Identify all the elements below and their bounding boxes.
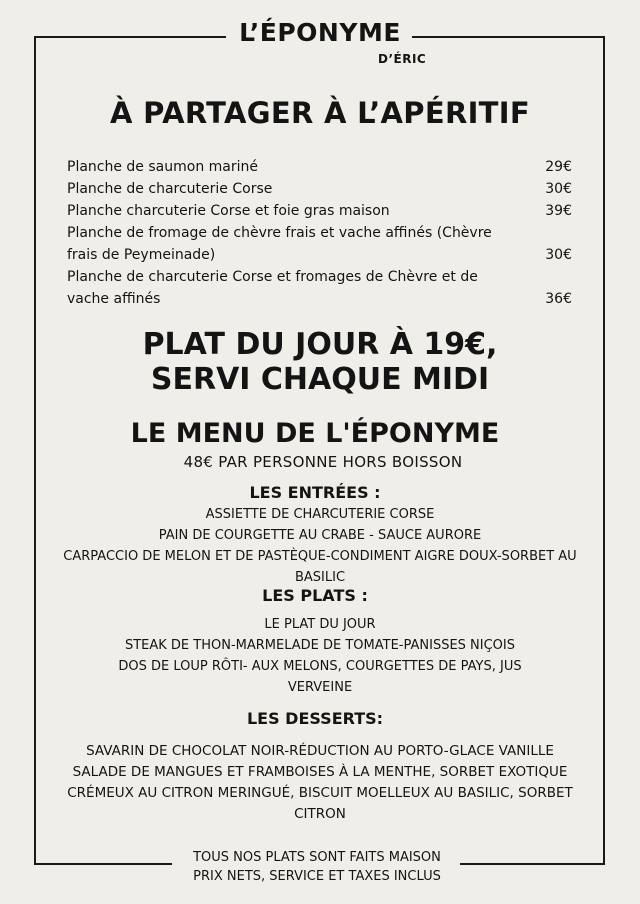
brand-subtitle: D’ÉRIC [378, 52, 427, 66]
aperitif-item-price: 30€ [545, 247, 572, 263]
brand-title: L’ÉPONYME [239, 18, 401, 47]
aperitif-item-price: 39€ [545, 203, 572, 219]
desserts-list [55, 741, 585, 825]
desserts-heading: LES DESSERTS: [246, 709, 384, 728]
plat-du-jour-heading [0, 327, 640, 397]
footer-note [0, 848, 634, 886]
aperitif-item-name: Planche de charcuterie Corse et fromages de Chèvre et de vache affinés [67, 269, 478, 307]
footer-line2: PRIX NETS, SERVICE ET TAXES INCLUS [193, 869, 441, 884]
aperitif-item [67, 222, 572, 266]
aperitif-item [67, 178, 572, 200]
entree-item: CARPACCIO DE MELON ET DE PASTÈQUE-CONDIMENT AIGRE DOUX-SORBET AU BASILIC [63, 549, 577, 585]
aperitif-item-price: 36€ [545, 291, 572, 307]
aperitif-item [67, 266, 572, 310]
plat-du-jour-line1: PLAT DU JOUR À 19€, [142, 327, 498, 362]
plats-list [85, 614, 555, 698]
aperitif-heading: À PARTAGER À L’APÉRITIF [110, 96, 530, 130]
dessert-item: CRÉMEUX AU CITRON MERINGUÉ, BISCUIT MOELLEUX AU BASILIC, SORBET CITRON [67, 785, 573, 822]
menu-heading: LE MENU DE L'ÉPONYME [130, 418, 500, 449]
plat-item: STEAK DE THON-MARMELADE DE TOMATE-PANISSES NIÇOIS [124, 638, 516, 653]
aperitif-list [67, 156, 572, 310]
aperitif-item-name: Planche charcuterie Corse et foie gras maison [67, 203, 390, 219]
aperitif-item [67, 156, 572, 178]
entree-item: PAIN DE COURGETTE AU CRABE - SAUCE AURORE [158, 528, 482, 543]
dessert-item: SALADE DE MANGUES ET FRAMBOISES À LA MENTHE, SORBET EXOTIQUE [72, 764, 568, 780]
entrees-heading: LES ENTRÉES : [249, 483, 381, 502]
aperitif-item [67, 200, 572, 222]
plats-heading: LES PLATS : [262, 586, 368, 605]
plat-item: LE PLAT DU JOUR [264, 617, 376, 632]
entrees-list [40, 504, 600, 588]
dessert-item: SAVARIN DE CHOCOLAT NOIR-RÉDUCTION AU PORTO-GLACE VANILLE [86, 743, 554, 759]
menu-price: 48€ PAR PERSONNE HORS BOISSON [183, 453, 463, 471]
plat-item: DOS DE LOUP RÔTI- AUX MELONS, COURGETTES DE PAYS, JUS VERVEINE [118, 659, 522, 695]
aperitif-item-name: Planche de fromage de chèvre frais et vache affinés (Chèvre frais de Peymeinade) [67, 225, 492, 263]
aperitif-item-price: 30€ [545, 181, 572, 197]
footer-line1: TOUS NOS PLATS SONT FAITS MAISON [193, 850, 441, 865]
aperitif-item-name: Planche de saumon mariné [67, 159, 258, 175]
aperitif-item-name: Planche de charcuterie Corse [67, 181, 273, 197]
aperitif-item-price: 29€ [545, 159, 572, 175]
entree-item: ASSIETTE DE CHARCUTERIE CORSE [205, 507, 435, 522]
plat-du-jour-line2: SERVI CHAQUE MIDI [150, 362, 490, 397]
